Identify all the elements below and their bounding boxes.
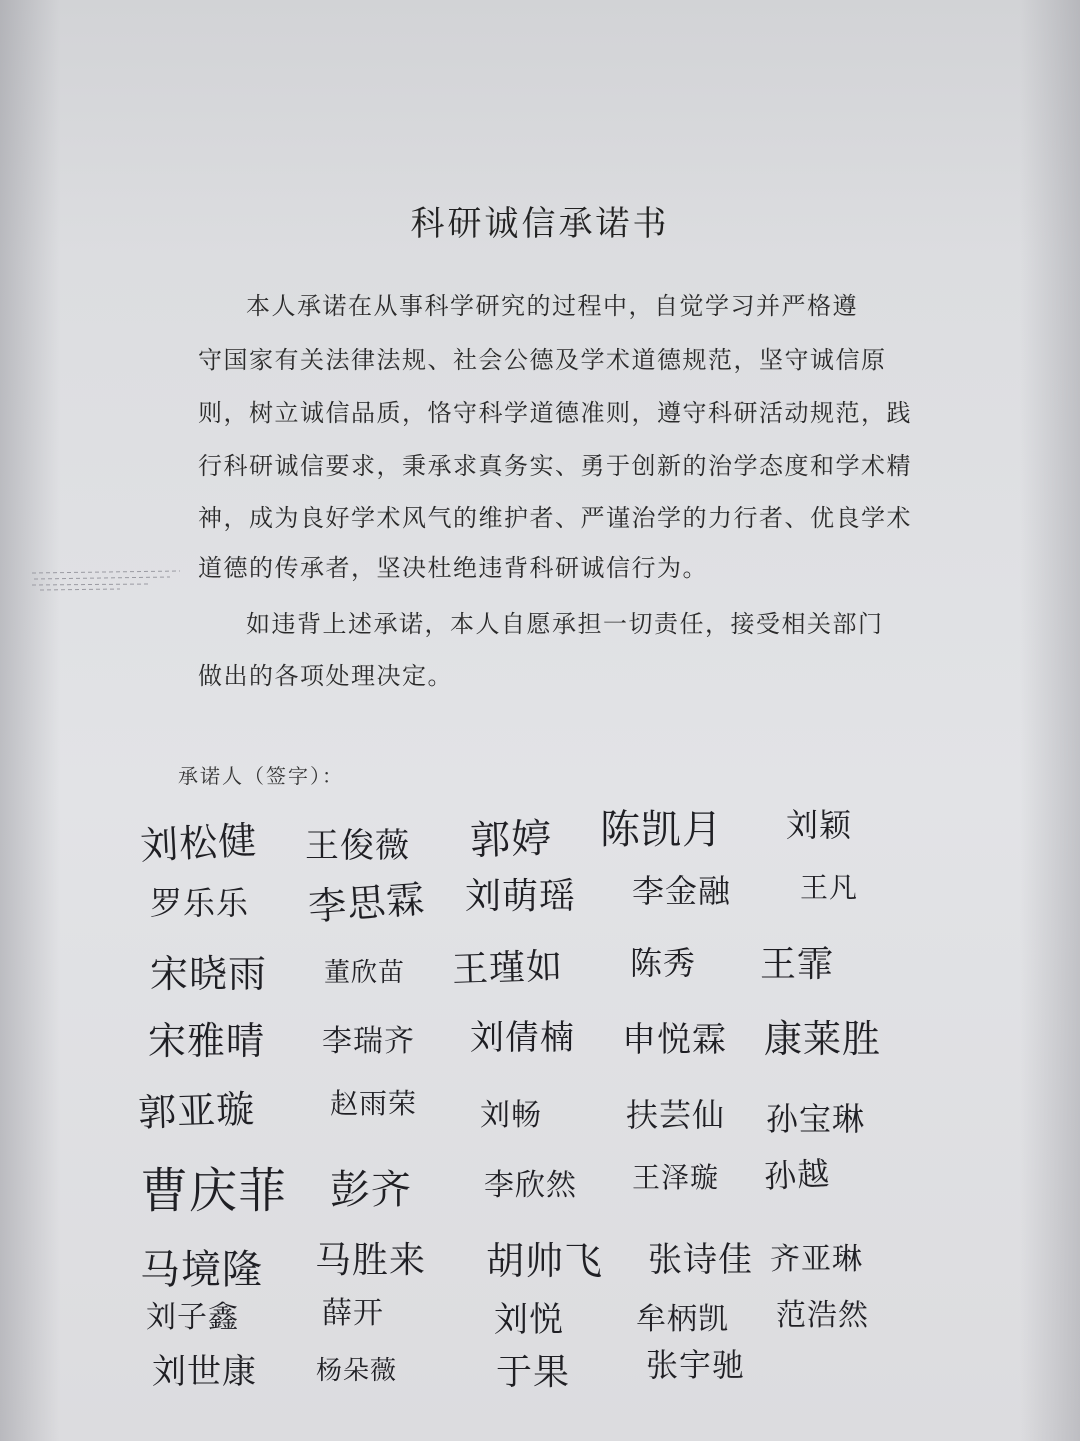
- handwritten-signature: 宋晓雨: [150, 952, 268, 996]
- handwritten-signature: 刘畅: [480, 1098, 542, 1133]
- handwritten-signature: 范浩然: [776, 1298, 869, 1333]
- handwritten-signature: 孙宝琳: [766, 1100, 866, 1138]
- handwritten-signature: 赵雨荣: [330, 1087, 418, 1120]
- handwritten-signature: 宋雅晴: [148, 1019, 266, 1063]
- handwritten-signature: 陈秀: [630, 944, 697, 982]
- handwritten-signature: 薛开: [322, 1296, 384, 1331]
- handwritten-signature: 刘萌瑶: [465, 876, 577, 917]
- pledger-signature-label: 承诺人（签字）：: [178, 764, 344, 788]
- paragraph-line: 守国家有关法律法规、社会公德及学术道德规范，坚守诚信原: [198, 346, 887, 374]
- handwritten-signature: 康莱胜: [764, 1017, 882, 1061]
- handwritten-signature: 刘世康: [152, 1352, 257, 1392]
- paragraph-line: 神，成为良好学术风气的维护者、严谨治学的力行者、优良学术: [198, 504, 912, 532]
- handwritten-signature: 王泽璇: [632, 1161, 720, 1194]
- handwritten-signature: 王凡: [800, 871, 859, 904]
- handwritten-signature: 孙越: [763, 1154, 832, 1196]
- handwritten-signature: 陈凯月: [600, 807, 723, 853]
- handwritten-signature: 李思霖: [306, 876, 427, 930]
- handwritten-signature: 王瑾如: [451, 946, 564, 991]
- handwritten-signature: 郭亚璇: [137, 1086, 256, 1136]
- handwritten-signature: 彭齐: [330, 1167, 412, 1213]
- paragraph-line: 行科研诚信要求，秉承求真务实、勇于创新的治学态度和学术精: [198, 452, 912, 480]
- handwritten-signature: 胡帅飞: [486, 1239, 604, 1283]
- handwritten-signature: 扶芸仙: [626, 1096, 726, 1134]
- handwritten-signature: 杨朵薇: [316, 1356, 398, 1386]
- handwritten-signature: 李欣然: [484, 1168, 577, 1203]
- handwritten-signature: 刘悦: [494, 1300, 564, 1340]
- handwritten-signature: 王俊薇: [305, 826, 410, 866]
- handwritten-signature: 马胜来: [315, 1240, 427, 1281]
- handwritten-signature: 郭婷: [469, 815, 553, 865]
- handwritten-signature: 刘子鑫: [146, 1300, 239, 1335]
- handwritten-signature: 罗乐乐: [150, 884, 250, 922]
- handwritten-signature: 牟柄凯: [636, 1302, 729, 1337]
- handwritten-signature: 刘松健: [139, 817, 259, 869]
- handwritten-signature: 曹庆菲: [140, 1163, 288, 1219]
- paragraph-line: 道德的传承者，坚决杜绝违背科研诚信行为。: [198, 554, 708, 582]
- handwritten-signature: 王霏: [760, 944, 835, 985]
- handwritten-signature: 李金融: [632, 872, 732, 910]
- handwritten-signature: 申悦霖: [622, 1020, 727, 1060]
- handwritten-signature: 刘颖: [786, 806, 853, 844]
- paragraph-line: 做出的各项处理决定。: [198, 662, 453, 690]
- handwritten-signature: 张宇驰: [646, 1346, 746, 1384]
- handwritten-signature: 马境隆: [140, 1247, 263, 1293]
- handwritten-signature: 李瑞齐: [322, 1024, 415, 1059]
- handwritten-signature: 刘倩楠: [470, 1018, 575, 1058]
- paragraph-line: 本人承诺在从事科学研究的过程中，自觉学习并严格遵: [246, 292, 858, 320]
- handwritten-signature: 齐亚琳: [770, 1242, 863, 1277]
- paragraph-line: 则，树立诚信品质，恪守科学道德准则，遵守科研活动规范，践: [198, 399, 912, 427]
- handwritten-signature: 张诗佳: [648, 1240, 753, 1280]
- document-title: 科研诚信承诺书: [410, 204, 670, 244]
- handwritten-signature: 于果: [496, 1352, 571, 1393]
- paragraph-line: 如违背上述承诺，本人自愿承担一切责任，接受相关部门: [246, 610, 884, 638]
- handwritten-signature: 董欣苗: [324, 958, 406, 988]
